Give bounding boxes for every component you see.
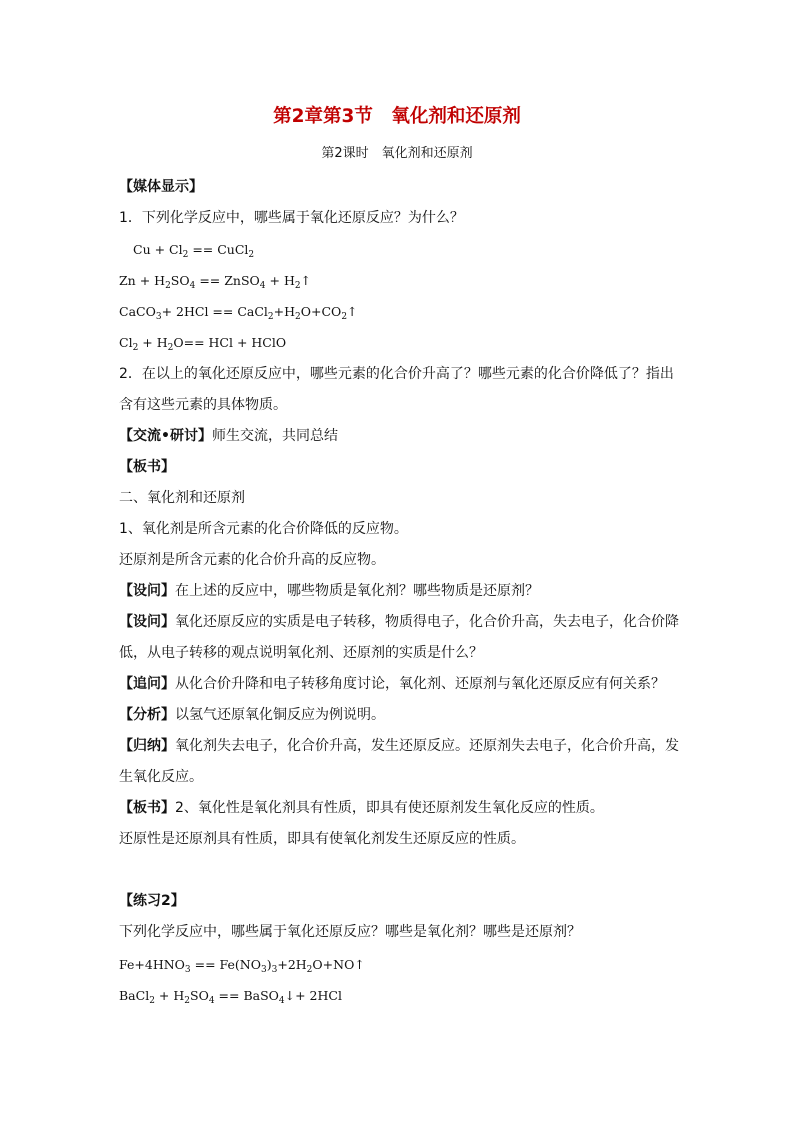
followup [119,674,665,694]
ask-2-label: 【设问】 [119,614,175,630]
eq-text: +H [273,304,296,319]
ask-1 [119,581,539,601]
ask-1-label: 【设问】 [119,583,175,599]
eq-text: O== HCl + HClO [173,335,287,350]
equation-2 [119,271,311,291]
eq-subscript: 2 [167,343,174,353]
summary-line-1 [119,736,679,756]
eq-text: == ZnSO [195,273,260,288]
section-heading-2: 二、氧化剂和还原剂 [119,490,245,506]
eq-text: Cl [119,335,133,350]
eq-subscript: 3 [184,965,191,975]
page-title: 第2章第3节 氧化剂和还原剂 [273,106,521,127]
eq-subscript: 2 [165,281,171,291]
eq-subscript: 2 [267,312,274,322]
eq-text: CaCO [119,304,156,319]
summary-text: 氧化剂失去电子，化合价升高，发生还原反应。还原剂失去电子，化合价升高，发 [175,738,679,754]
eq-subscript: 4 [278,996,285,1006]
followup-label: 【追问】 [119,676,175,692]
eq-text: SO [170,273,190,288]
eq-text: +2H [277,957,307,972]
summary-label: 【归纳】 [119,738,175,754]
definition-reductant: 还原剂是所含元素的化合价升高的反应物。 [119,552,385,568]
eq-subscript: 4 [189,281,196,291]
eq-subscript: 2 [182,250,189,260]
eq-text: ↓+ 2HCl [284,988,342,1003]
eq-text: + H [265,273,295,288]
equation-1 [133,240,254,260]
ask-2-line-2: 低，从电子转移的观点说明氧化剂、还原剂的实质是什么？ [119,645,483,661]
eq-text: SO [190,988,209,1003]
ask-1-text: 在上述的反应中，哪些物质是氧化剂？哪些物质是还原剂？ [175,583,539,599]
board-2 [119,798,604,818]
eq-subscript: 2 [295,312,301,322]
eq-subscript: 2 [341,312,348,322]
eq-subscript: 3 [260,965,267,975]
eq-subscript: 2 [132,343,139,353]
ask-2-line-1 [119,612,679,632]
eq-text: + H [154,988,185,1003]
analysis-text: 以氢气还原氧化铜反应为例说明。 [175,707,385,723]
practice-heading: 【练习2】 [119,893,185,909]
analysis-label: 【分析】 [119,707,175,723]
gas-arrow: ↑ [300,273,312,288]
eq-subscript: 4 [259,281,266,291]
eq-subscript: 2 [294,281,301,291]
gas-arrow: ↑ [347,304,358,319]
eq-text: O+NO↑ [312,957,365,972]
eq-subscript: 4 [208,996,215,1006]
media-heading: 【媒体显示】 [119,179,203,195]
followup-text: 从化合价升降和电子转移角度讨论，氧化剂、还原剂与氧化还原反应有何关系？ [175,676,665,692]
eq-text: + H [138,335,168,350]
board-heading: 【板书】 [119,459,175,475]
eq-subscript: 3 [271,965,278,975]
board-2-line-2: 还原性是还原剂具有性质，即具有使氧化剂发生还原反应的性质。 [119,831,525,847]
eq-text: O+CO [300,304,342,319]
exchange-text: 师生交流，共同总结 [211,428,338,444]
summary-line-2: 生氧化反应。 [119,769,203,785]
eq-subscript: 2 [306,965,313,975]
question-2-line-2: 含有这些元素的具体物质。 [119,397,287,413]
eq-text: == CuCl [188,242,249,257]
eq-text: == BaSO [214,988,279,1003]
exchange-label: 【交流•研讨】 [119,428,212,444]
eq-subscript: 2 [149,996,155,1006]
eq-text: BaCl [119,988,150,1003]
ask-2-text: 氧化还原反应的实质是电子转移，物质得电子，化合价升高，失去电子，化合价降 [175,614,679,630]
lesson-subtitle: 第2课时 氧化剂和还原剂 [321,146,473,161]
eq-subscript: 3 [155,312,162,322]
definition-oxidant: 1、氧化剂是所含元素的化合价降低的反应物。 [119,521,408,537]
eq-text: ) [266,957,272,972]
eq-text: Cu + Cl [133,242,183,257]
equation-3 [119,302,358,322]
analysis [119,705,385,725]
question-2-line-1: 2．在以上的氧化还原反应中，哪些元素的化合价升高了？哪些元素的化合价降低了？指出 [119,366,674,382]
exchange-paragraph [119,426,338,446]
equation-5 [119,955,365,975]
board-2-text: 2、氧化性是氧化剂具有性质，即具有使还原剂发生氧化反应的性质。 [175,800,604,816]
eq-subscript: 2 [248,250,255,260]
practice-question: 下列化学反应中，哪些属于氧化还原反应？哪些是氧化剂？哪些是还原剂？ [119,924,581,940]
eq-subscript: 2 [184,996,190,1006]
eq-text: Fe+4HNO [119,957,185,972]
question-1: 1．下列化学反应中，哪些属于氧化还原反应？为什么？ [119,210,464,226]
eq-text: == Fe(NO [190,957,261,972]
eq-text: + 2HCl == CaCl [161,304,268,319]
eq-text: Zn + H [119,273,166,288]
equation-4 [119,333,286,353]
board-2-label: 【板书】 [119,800,175,816]
equation-6 [119,986,342,1006]
